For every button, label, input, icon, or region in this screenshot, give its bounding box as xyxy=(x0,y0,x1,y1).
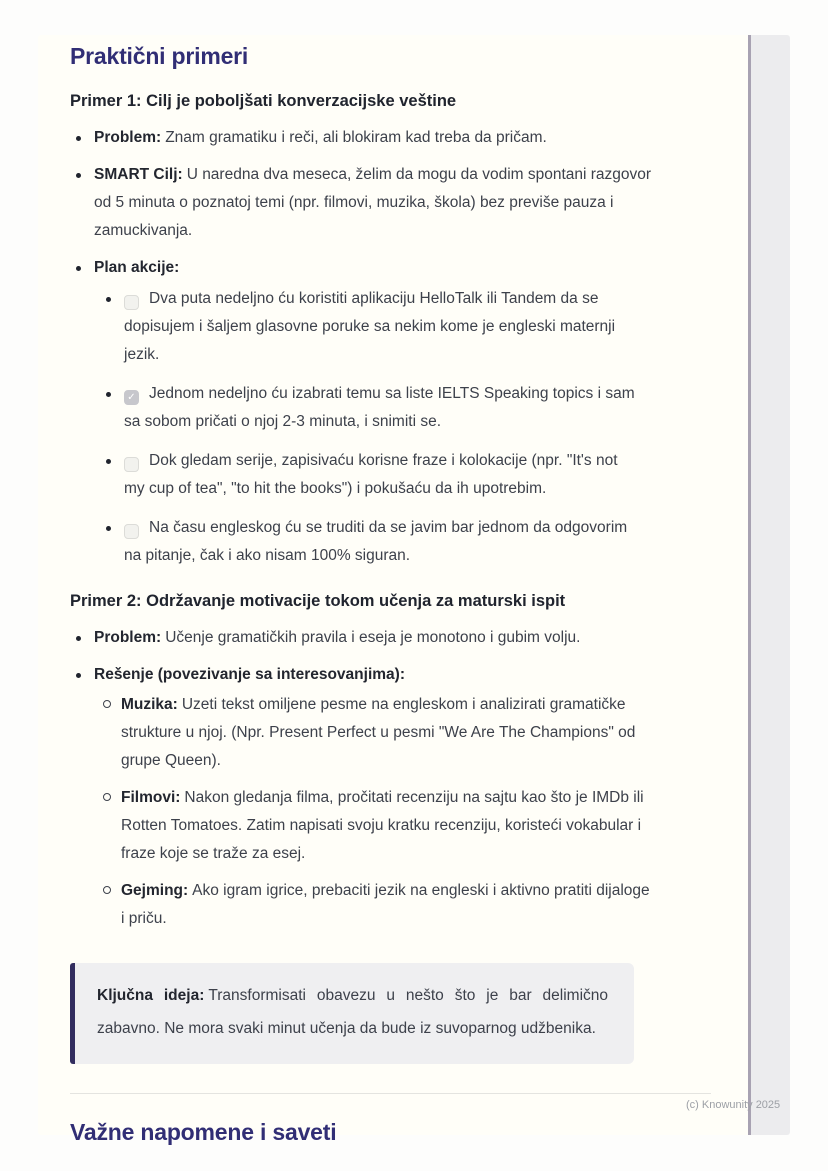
example1-heading: Primer 1: Cilj je poboljšati konverzacijske veštine xyxy=(70,92,457,110)
bullet-label: Rešenje (povezivanje sa interesovanjima): xyxy=(94,666,405,683)
list-item xyxy=(70,661,655,933)
example1-bullet-list xyxy=(70,124,718,570)
checklist-text: Dva puta nedeljno ću koristiti aplikaciju HelloTalk ili Tandem da se dopisujem i šaljem glasovne poruke sa nekim kome je engleski maternji jezik. xyxy=(124,290,616,363)
checkbox[interactable] xyxy=(124,390,139,405)
interests-sublist xyxy=(94,691,655,933)
checkbox[interactable] xyxy=(124,295,139,310)
page-content xyxy=(70,35,718,1146)
sublist-label: Gejming: xyxy=(121,882,189,899)
sublist-text: Nakon gledanja filma, pročitati recenziju na sajtu kao što je IMDb ili Rotten Tomatoes. Zatim napisati svoju kratku recenziju, koristeći vokabular i fraze koje se traže za esej. xyxy=(121,789,644,862)
check-icon xyxy=(127,526,135,537)
key-idea-callout xyxy=(70,963,634,1064)
sublist-text: Uzeti tekst omiljene pesme na engleskom i analizirati gramatičke strukture u njoj. (Npr. Present Perfect u pesmi "We Are The Champions" od grupe Queen). xyxy=(121,696,636,769)
checklist-item xyxy=(94,514,639,570)
list-item xyxy=(70,124,655,152)
action-checklist xyxy=(94,285,655,570)
bullet-label: Plan akcije: xyxy=(94,259,180,276)
document-page xyxy=(38,35,790,1145)
list-item xyxy=(70,624,655,652)
bullet-label: Problem: xyxy=(94,129,162,146)
bullet-text: U naredna dva meseca, želim da mogu da vodim spontani razgovor od 5 minuta o poznatoj temi (npr. filmovi, muzika, škola) bez previše pauza i zamuckivanja. xyxy=(94,166,652,239)
bullet-text: Znam gramatiku i reči, ali blokiram kad treba da pričam. xyxy=(165,129,547,146)
list-item xyxy=(70,161,655,245)
sublist-item xyxy=(94,877,654,933)
check-icon: ✓ xyxy=(127,392,136,403)
checklist-item xyxy=(94,447,639,503)
page-title: Praktični primeri xyxy=(70,43,249,69)
checkbox[interactable] xyxy=(124,457,139,472)
callout-text: Transformisati obavezu u nešto što je bar delimično zabavno. Ne mora svaki minut učenja da bude iz suvoparnog udžbenika. xyxy=(97,987,609,1037)
checklist-text: Na času engleskog ću se truditi da se javim bar jednom da odgovorim na pitanje, čak i ako nisam 100% siguran. xyxy=(124,519,628,564)
copyright-note: (c) Knowunity 2025 xyxy=(686,1099,781,1111)
checkbox[interactable] xyxy=(124,524,139,539)
checklist-item xyxy=(94,285,639,369)
sublist-item xyxy=(94,784,654,868)
checklist-text: Jednom nedeljno ću izabrati temu sa liste IELTS Speaking topics i sam sa sobom pričati o njoj 2-3 minuta, i snimiti se. xyxy=(124,385,635,430)
list-item xyxy=(70,254,655,570)
bullet-label: SMART Cilj: xyxy=(94,166,183,183)
sublist-text: Ako igram igrice, prebaciti jezik na engleski i aktivno pratiti dijaloge i priču. xyxy=(121,882,650,927)
sublist-label: Filmovi: xyxy=(121,789,181,806)
example2-bullet-list xyxy=(70,624,718,933)
next-section-title: Važne napomene i saveti xyxy=(70,1119,337,1145)
sublist-item xyxy=(94,691,654,775)
callout-label: Ključna ideja: xyxy=(97,987,205,1004)
sublist-label: Muzika: xyxy=(121,696,178,713)
checklist-item xyxy=(94,380,639,436)
checklist-text: Dok gledam serije, zapisivaću korisne fraze i kolokacije (npr. "It's not my cup of tea", "to hit the books") i pokušaću da ih upotrebim. xyxy=(124,452,618,497)
bullet-text: Učenje gramatičkih pravila i eseja je monotono i gubim volju. xyxy=(165,629,581,646)
page-edge-strip xyxy=(748,35,790,1135)
check-icon xyxy=(127,297,135,308)
bullet-label: Problem: xyxy=(94,629,162,646)
callout-text-block xyxy=(97,980,608,1045)
check-icon xyxy=(127,459,135,470)
section-divider xyxy=(70,1093,711,1094)
example2-heading: Primer 2: Održavanje motivacije tokom učenja za maturski ispit xyxy=(70,592,566,610)
